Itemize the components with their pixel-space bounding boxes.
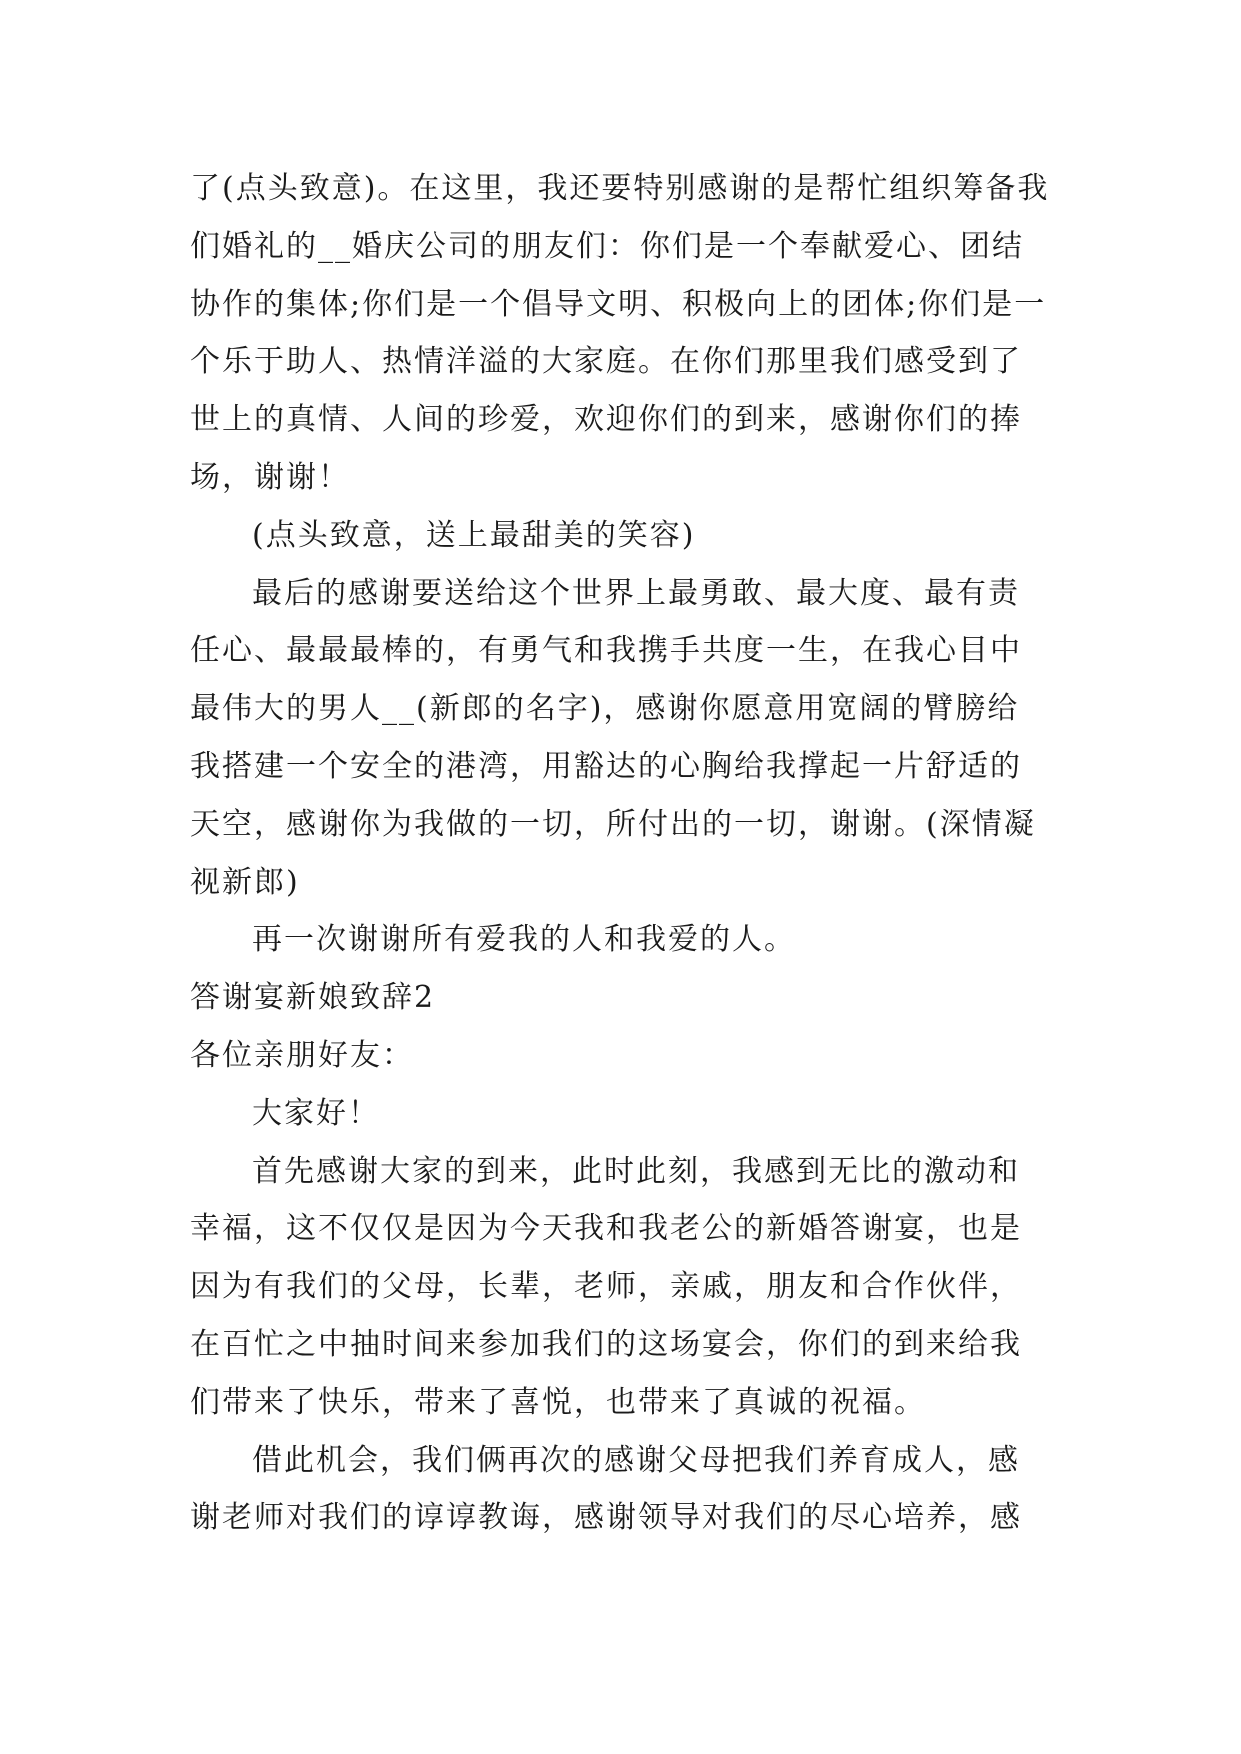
paragraph-thanks-wedding-company: 了(点头致意)。在这里，我还要特别感谢的是帮忙组织筹备我们婚礼的__婚庆公司的朋友们：你们是一个奉献爱心、团结协作的集体;你们是一个倡导文明、积极向上的团体;你们是一个乐于助人、热情洋溢的大家庭。在你们那里我们感受到了世上的真情、人间的珍爱，欢迎你们的到来，感谢你们的捧场，谢谢！ — [190, 171, 1050, 495]
paragraph-thanks-parents: 借此机会，我们俩再次的感谢父母把我们养育成人，感谢老师对我们的谆谆教诲，感谢领导对我们的尽心培养，感 — [190, 1442, 1022, 1536]
salutation: 各位亲朋好友： — [190, 1037, 414, 1073]
document-body — [190, 160, 1050, 1547]
paragraph-thanks-everyone: 再一次谢谢所有爱我的人和我爱的人。 — [252, 922, 796, 958]
section-heading: 答谢宴新娘致辞2 — [190, 980, 436, 1016]
paragraph-thanks-attendance: 首先感谢大家的到来，此时此刻，我感到无比的激动和幸福，这不仅仅是因为今天我和我老公的新婚答谢宴，也是因为有我们的父母，长辈，老师，亲戚，朋友和合作伙伴，在百忙之中抽时间来参加我们的这场宴会，你们的到来给我们带来了快乐，带来了喜悦，也带来了真诚的祝福。 — [190, 1153, 1022, 1420]
paragraph-greeting: 大家好！ — [252, 1095, 380, 1131]
paragraph-thanks-groom: 最后的感谢要送给这个世界上最勇敢、最大度、最有责任心、最最最棒的，有勇气和我携手共度一生，在我心目中最伟大的男人__(新郎的名字)，感谢你愿意用宽阔的臂膀给我搭建一个安全的港湾，用豁达的心胸给我撑起一片舒适的天空，感谢你为我做的一切，所付出的一切，谢谢。(深情凝视新郎) — [190, 575, 1036, 900]
paragraph-stage-direction-smile: (点头致意，送上最甜美的笑容) — [252, 517, 696, 553]
